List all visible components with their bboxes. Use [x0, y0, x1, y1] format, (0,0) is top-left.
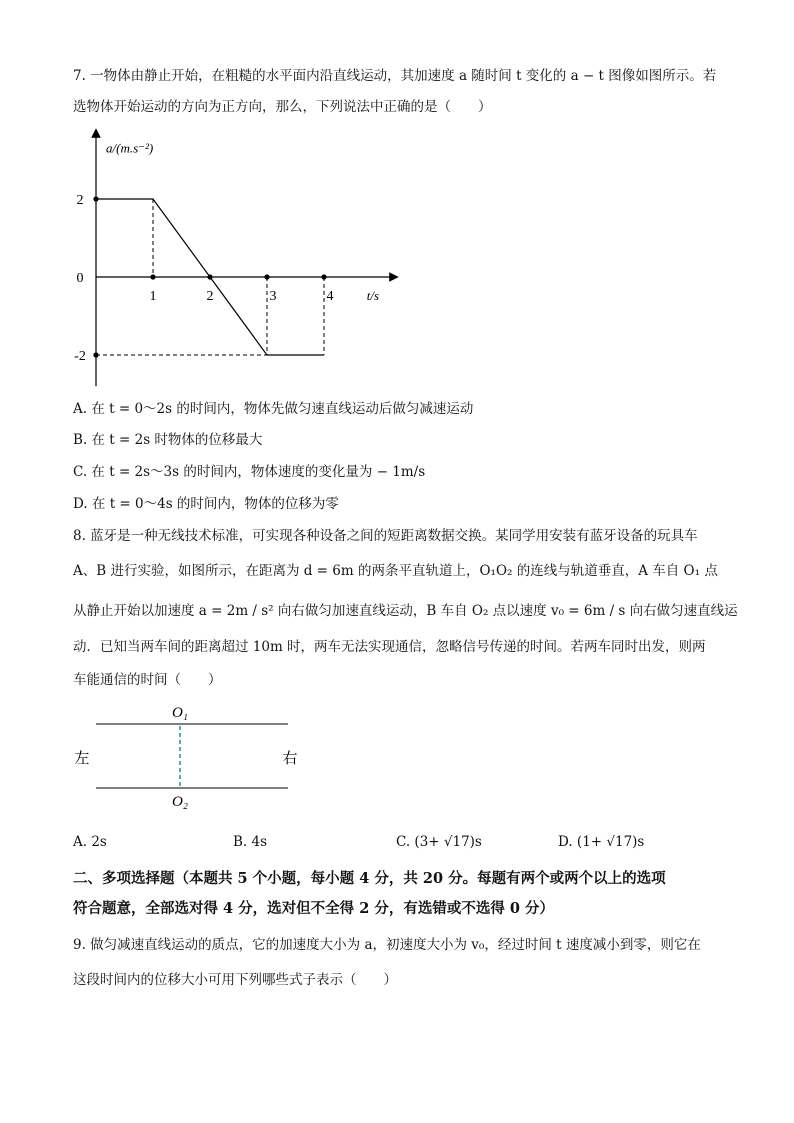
q8-stem-line-2: A、B 进行实验，如图所示，在距离为 d = 6m 的两条平直轨道上，O₁O₂ 的连线与轨道垂直，A 车自 O₁ 点 [73, 563, 718, 579]
q8-option-d: D. (1+ √17)s [558, 834, 645, 850]
y-axis-point-2 [93, 196, 98, 201]
section-2-heading-line-2: 符合题意，全部选对得 4 分，选对但不全得 2 分，有选错或不选得 0 分） [73, 900, 555, 917]
q7-stem-line-2: 选物体开始运动的方向为正方向，那么，下列说法中正确的是（ ） [73, 99, 492, 115]
q9-stem-line-1: 9. 做匀减速直线运动的质点，它的加速度大小为 a，初速度大小为 v₀，经过时间 t 速度减小到零，则它在 [73, 937, 701, 953]
q7-stem-line-1: 7. 一物体由静止开始，在粗糙的水平面内沿直线运动，其加速度 a 随时间 t 变化的 a − t 图像如图所示。若 [73, 68, 717, 84]
label-left: 左 [74, 751, 90, 767]
q9-stem-line-2: 这段时间内的位移大小可用下列哪些式子表示（ ） [73, 972, 397, 988]
x-tick-label: 2 [206, 289, 214, 304]
label-right: 右 [282, 751, 298, 767]
y-tick-label: 2 [76, 193, 84, 208]
q8-stem-line-4: 动．已知当两车间的距离超过 10m 时，两车无法实现通信，忽略信号传递的时间。若两车同时出发，则两 [73, 639, 706, 655]
section-2-heading-line-1: 二、多项选择题（本题共 5 个小题，每小题 4 分，共 20 分。每题有两个或两个以上的选项 [73, 870, 666, 887]
y-axis-point-minus-2 [93, 352, 98, 357]
label-o2: O₂ [171, 794, 189, 810]
q8-stem-line-3: 从静止开始以加速度 a = 2m / s² 向右做匀加速直线运动，B 车自 O₂ 点以速度 v₀ = 6m / s 向右做匀速直线运 [73, 603, 738, 619]
q8-option-b: B. 4s [233, 834, 268, 850]
y-tick-label: 0 [76, 271, 84, 286]
x-tick-label: 3 [269, 289, 277, 304]
y-axis-label: a/(m.s⁻²) [106, 140, 154, 156]
x-axis-label: t/s [366, 288, 380, 303]
q8-track-diagram [70, 698, 310, 814]
graph-axes [74, 131, 396, 387]
q8-stem-line-1: 8. 蓝牙是一种无线技术标准，可实现各种设备之间的短距离数据交换。某同学用安装有蓝牙设备的玩具车 [73, 528, 698, 544]
q8-option-a: A. 2s [73, 834, 107, 850]
label-o1: O₁ [171, 705, 189, 721]
q7-option-b: B. 在 t = 2s 时物体的位移最大 [73, 432, 263, 448]
q7-acceleration-time-graph [60, 125, 420, 387]
q7-option-c: C. 在 t = 2s～3s 的时间内，物体速度的变化量为 − 1m/s [73, 464, 426, 480]
q7-option-a: A. 在 t = 0～2s 的时间内，物体先做匀速直线运动后做匀减速运动 [73, 401, 474, 417]
q7-option-d: D. 在 t = 0～4s 的时间内，物体的位移为零 [73, 496, 339, 512]
y-tick-label: -2 [74, 349, 86, 364]
x-tick-label: 4 [326, 289, 334, 304]
x-tick-label: 1 [149, 289, 157, 304]
q8-option-c: C. (3+ √17)s [396, 834, 482, 850]
q8-stem-line-5: 车能通信的时间（ ） [73, 672, 222, 688]
